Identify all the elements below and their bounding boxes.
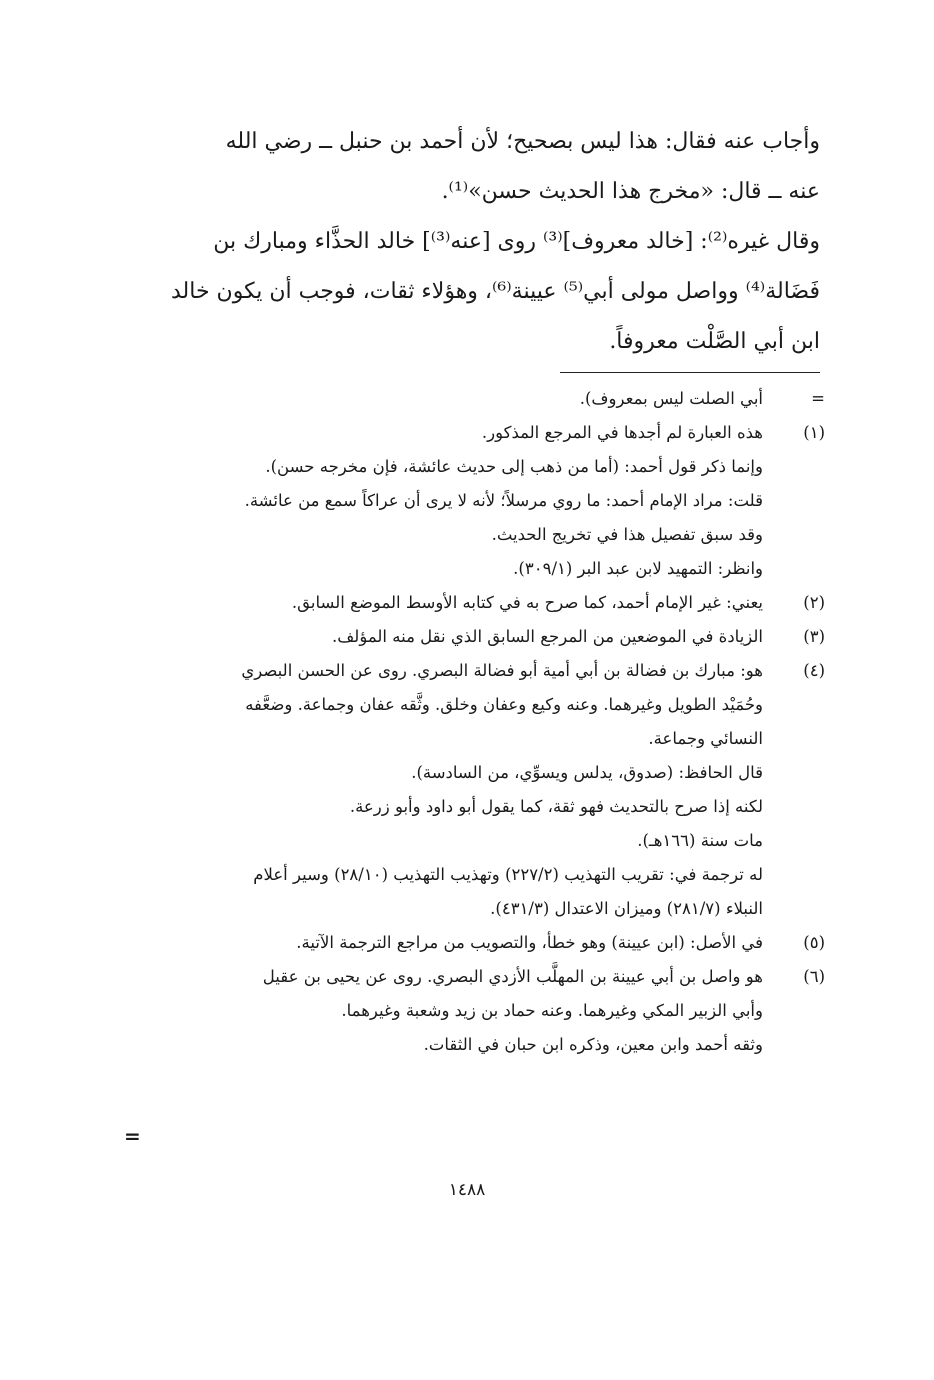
- footnote-text: وانظر: التمهيد لابن عبد البر (٣٠٩/١).: [513, 559, 763, 578]
- main-line: عنه ــ قال: «مخرج هذا الحديث حسن»⁽¹⁾.: [441, 179, 820, 204]
- footnote-row: [140, 552, 825, 586]
- footnote-row: [140, 688, 825, 722]
- footnote-row: [140, 892, 825, 926]
- footnote-row: [140, 518, 825, 552]
- main-line: ابن أبي الصَّلْت معروفاً.: [609, 329, 820, 354]
- footnote-text: لكنه إذا صرح بالتحديث فهو ثقة، كما يقول أبو داود وأبو زرعة.: [349, 797, 763, 816]
- main-line: وقال غيره⁽²⁾: [خالد معروف]⁽³⁾ روى [عنه⁽³⁾] خالد الحذَّاء ومبارك بن: [213, 229, 820, 254]
- footnote-number: (٢): [803, 593, 825, 612]
- footnote-row: [140, 994, 825, 1028]
- footnote-text: أبي الصلت ليس بمعروف).: [579, 389, 763, 408]
- footnote-divider: [560, 372, 820, 373]
- footnote-row: [140, 654, 825, 688]
- footnote-row: [140, 926, 825, 960]
- footnote-text: قال الحافظ: (صدوق، يدلس ويسوِّي، من السادسة).: [411, 763, 763, 782]
- footnote-row: [140, 416, 825, 450]
- footnote-row: [140, 858, 825, 892]
- footnote-text: الزيادة في الموضعين من المرجع السابق الذي نقل منه المؤلف.: [331, 627, 763, 646]
- footnote-row: [140, 586, 825, 620]
- footnote-row: [140, 722, 825, 756]
- footnote-text: وإنما ذكر قول أحمد: (أما من ذهب إلى حديث عائشة، فإن مخرجه حسن).: [265, 457, 763, 476]
- footnote-text: وأبي الزبير المكي وغيرهما. وعنه حماد بن زيد وشعبة وغيرهما.: [341, 1001, 763, 1020]
- footnote-text: وحُمَيْد الطويل وغيرهما. وعنه وكيع وعفان وخلق. وثَّقه عفان وجماعة. وضعَّفه: [245, 695, 763, 714]
- footnote-row: [140, 1028, 825, 1062]
- footnote-number: (٦): [803, 967, 825, 986]
- footnote-row: [140, 790, 825, 824]
- footnote-number: (٥): [803, 933, 825, 952]
- footnote-row: [140, 382, 825, 416]
- footnote-text: وثقه أحمد وابن معين، وذكره ابن حبان في الثقات.: [423, 1035, 763, 1054]
- footnote-row: [140, 960, 825, 994]
- main-line: وأجاب عنه فقال: هذا ليس بصحيح؛ لأن أحمد بن حنبل ــ رضي الله: [225, 129, 820, 154]
- footnote-text: قلت: مراد الإمام أحمد: ما روي مرسلاً؛ لأنه لا يرى أن عراكاً سمع من عائشة.: [244, 491, 763, 510]
- main-line: فَضَالة⁽⁴⁾ وواصل مولى أبي⁽⁵⁾ عيينة⁽⁶⁾، وهؤلاء ثقات، فوجب أن يكون خالد: [171, 279, 820, 304]
- footnote-text: له ترجمة في: تقريب التهذيب (٢٢٧/٢) وتهذيب التهذيب (٢٨/١٠) وسير أعلام: [253, 865, 763, 884]
- footnote-text: وقد سبق تفصيل هذا في تخريج الحديث.: [491, 525, 763, 544]
- page-number: ١٤٨٨: [448, 1180, 486, 1200]
- footnote-text: في الأصل: (ابن عيينة) وهو خطأ، والتصويب من مراجع الترجمة الآتية.: [296, 933, 763, 952]
- continuation-mark: =: [124, 1124, 141, 1148]
- main-paragraph-1: [140, 117, 820, 217]
- footnote-number: =: [811, 389, 825, 408]
- main-paragraph-2: [140, 217, 820, 367]
- footnote-number: (٣): [803, 627, 825, 646]
- footnote-text: هذه العبارة لم أجدها في المرجع المذكور.: [481, 423, 763, 442]
- footnote-row: [140, 620, 825, 654]
- footnote-text: هو: مبارك بن فضالة بن أبي أمية أبو فضالة البصري. روى عن الحسن البصري: [241, 661, 763, 680]
- footnote-number: (١): [803, 423, 825, 442]
- footnote-text: يعني: غير الإمام أحمد، كما صرح به في كتابه الأوسط الموضع السابق.: [291, 593, 763, 612]
- footnote-row: [140, 824, 825, 858]
- footnote-number: (٤): [803, 661, 825, 680]
- footnote-row: [140, 450, 825, 484]
- footnote-row: [140, 484, 825, 518]
- footnotes: [140, 382, 825, 1062]
- footnote-text: النسائي وجماعة.: [648, 729, 763, 748]
- footnote-text: النبلاء (٢٨١/٧) وميزان الاعتدال (٤٣١/٣).: [490, 899, 763, 918]
- footnote-text: هو واصل بن أبي عيينة بن المهلَّب الأزدي البصري. روى عن يحيى بن عقيل: [262, 967, 763, 986]
- footnote-row: [140, 756, 825, 790]
- footnote-text: مات سنة (١٦٦هـ).: [637, 831, 763, 850]
